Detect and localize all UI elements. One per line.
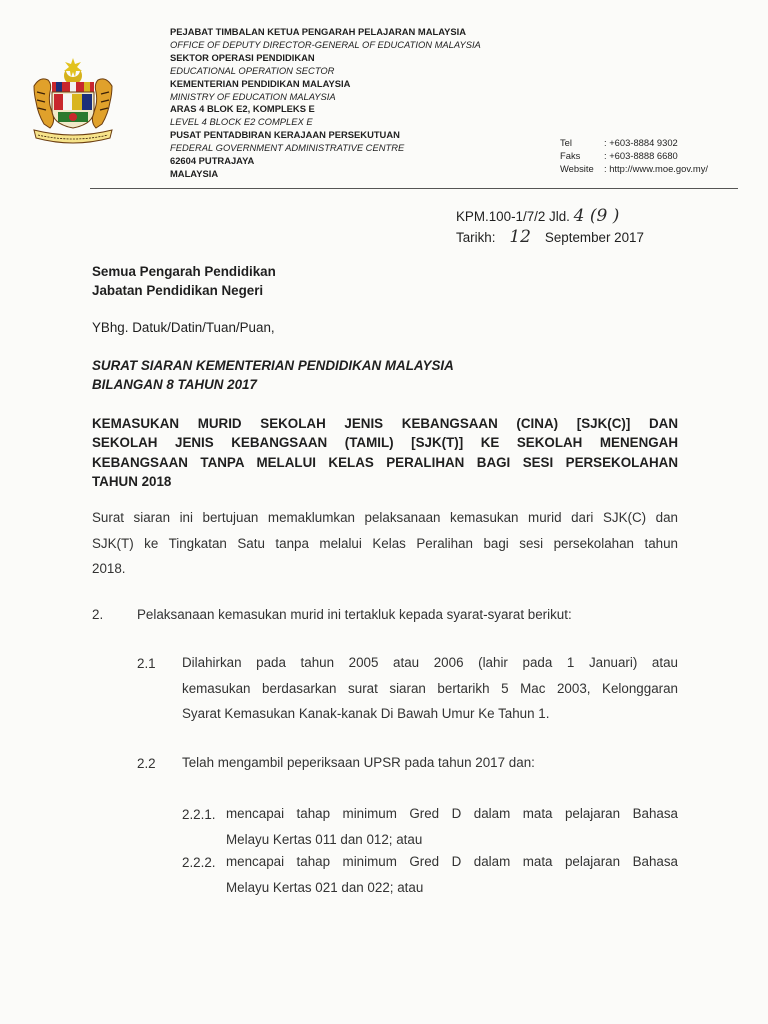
reference-date xyxy=(456,227,644,248)
subject-line: TAHUN 2018 xyxy=(92,473,172,489)
crest-tiger-left xyxy=(34,79,54,128)
subclause-2-2-1 xyxy=(226,801,678,852)
crest-motto-scroll xyxy=(34,130,112,143)
header-line: SEKTOR OPERASI PENDIDIKAN xyxy=(170,51,315,63)
clause-number: 2.1 xyxy=(137,656,156,671)
crest-tiger-right xyxy=(92,79,112,128)
paragraph-2 xyxy=(137,602,678,628)
paragraph-line: Telah mengambil peperiksaan UPSR pada tahun 2017 dan: xyxy=(182,755,535,770)
header-divider xyxy=(90,188,738,189)
contact-tel xyxy=(560,136,708,149)
paragraph-line: Melayu Kertas 011 dan 012; atau xyxy=(226,831,423,847)
ref-handwritten: 4 (9 ) xyxy=(573,206,620,226)
paragraph-line: Melayu Kertas 021 dan 022; atau xyxy=(226,879,424,895)
header-line: OFFICE OF DEPUTY DIRECTOR-GENERAL OF EDUCATION MALAYSIA xyxy=(170,38,481,50)
header-line: ARAS 4 BLOK E2, KOMPLEKS E xyxy=(170,103,315,115)
tel-label: Tel xyxy=(560,137,572,148)
date-text: September 2017 xyxy=(544,230,644,245)
crest-shield xyxy=(52,82,94,128)
clause-2-2 xyxy=(182,750,678,776)
clause-2-1 xyxy=(182,650,678,727)
header-line: MINISTRY OF EDUCATION MALAYSIA xyxy=(170,90,336,102)
contact-website xyxy=(560,162,708,175)
tel-value: : +603-8884 9302 xyxy=(604,137,678,148)
fax-value: : +603-8888 6680 xyxy=(604,150,678,162)
circular-title xyxy=(92,356,454,394)
header-line: PUSAT PENTADBIRAN KERAJAAN PERSEKUTUAN xyxy=(170,129,400,141)
subject-line: KEMASUKAN MURID SEKOLAH JENIS KEBANGSAAN (CINA) [SJK(C)] DAN xyxy=(92,416,678,431)
paragraph-line: Syarat Kemasukan Kanak-kanak Di Bawah Umur Ke Tahun 1. xyxy=(182,706,550,721)
paragraph-number: 2. xyxy=(92,607,104,622)
contact-info xyxy=(560,136,708,176)
clause-number: 2.2 xyxy=(137,756,156,771)
crest-star-crescent xyxy=(64,58,82,85)
reference-block xyxy=(456,206,644,248)
paragraph-line: Dilahirkan pada tahun 2005 atau 2006 (lahir pada 1 Januari) atau xyxy=(182,655,678,670)
header-line: LEVEL 4 BLOCK E2 COMPLEX E xyxy=(170,116,313,128)
circular-line: SURAT SIARAN KEMENTERIAN PENDIDIKAN MALAYSIA xyxy=(92,358,454,373)
subject-heading xyxy=(92,414,678,491)
subject-line: SEKOLAH JENIS KEBANGSAAN (TAMIL) [SJK(T)] KE SEKOLAH MENENGAH xyxy=(92,435,678,451)
fax-label: Faks xyxy=(560,150,581,162)
header-line: KEMENTERIAN PENDIDIKAN MALAYSIA xyxy=(170,77,351,89)
paragraph-line: SJK(T) ke Tingkatan Satu tanpa melalui Kelas Peralihan bagi sesi persekolahan tahun xyxy=(92,535,678,551)
date-label: Tarikh: xyxy=(456,230,496,245)
paragraph-line: mencapai tahap minimum Gred D dalam mata pelajaran Bahasa xyxy=(226,854,678,869)
recipient-line: Jabatan Pendidikan Negeri xyxy=(92,283,264,298)
header-line: MALAYSIA xyxy=(170,167,219,179)
subject-line: KEBANGSAAN TANPA MELALUI KELAS PERALIHAN BAGI SESI PERSEKOLAHAN xyxy=(92,454,678,470)
header-line: FEDERAL GOVERNMENT ADMINISTRATIVE CENTRE xyxy=(170,142,405,154)
paragraph-line: 2018. xyxy=(92,561,126,576)
subclause-number: 2.2.2. xyxy=(182,855,216,870)
malaysia-crest-icon xyxy=(28,56,118,146)
circular-line: BILANGAN 8 TAHUN 2017 xyxy=(92,377,257,392)
ref-text: KPM.100-1/7/2 Jld. xyxy=(456,209,570,224)
contact-fax xyxy=(560,149,708,162)
website-label: Website xyxy=(560,163,594,175)
paragraph-line: kemasukan berdasarkan surat siaran bertarikh 5 Mac 2003, Kelonggaran xyxy=(182,680,678,696)
paragraph-line: mencapai tahap minimum Gred D dalam mata pelajaran Bahasa xyxy=(226,806,678,821)
paragraph-line: Pelaksanaan kemasukan murid ini tertakluk kepada syarat-syarat berikut: xyxy=(137,607,572,622)
header-line: 62604 PUTRAJAYA xyxy=(170,155,255,167)
website-link[interactable]: : http://www.moe.gov.my/ xyxy=(604,163,709,175)
date-handwritten: 12 xyxy=(509,227,531,247)
header-line: PEJABAT TIMBALAN KETUA PENGARAH PELAJARAN MALAYSIA xyxy=(170,26,467,37)
reference-number xyxy=(456,206,644,227)
recipient-line: Semua Pengarah Pendidikan xyxy=(92,264,276,279)
subclause-number: 2.2.1. xyxy=(182,807,216,822)
intro-paragraph xyxy=(92,505,678,582)
header-line: EDUCATIONAL OPERATION SECTOR xyxy=(170,64,335,76)
letterhead-address xyxy=(170,26,550,181)
subclause-2-2-2 xyxy=(226,849,678,900)
salutation: YBhg. Datuk/Datin/Tuan/Puan, xyxy=(92,320,275,335)
recipient-block xyxy=(92,262,276,300)
paragraph-line: Surat siaran ini bertujuan memaklumkan pelaksanaan kemasukan murid dari SJK(C) dan xyxy=(92,510,678,525)
